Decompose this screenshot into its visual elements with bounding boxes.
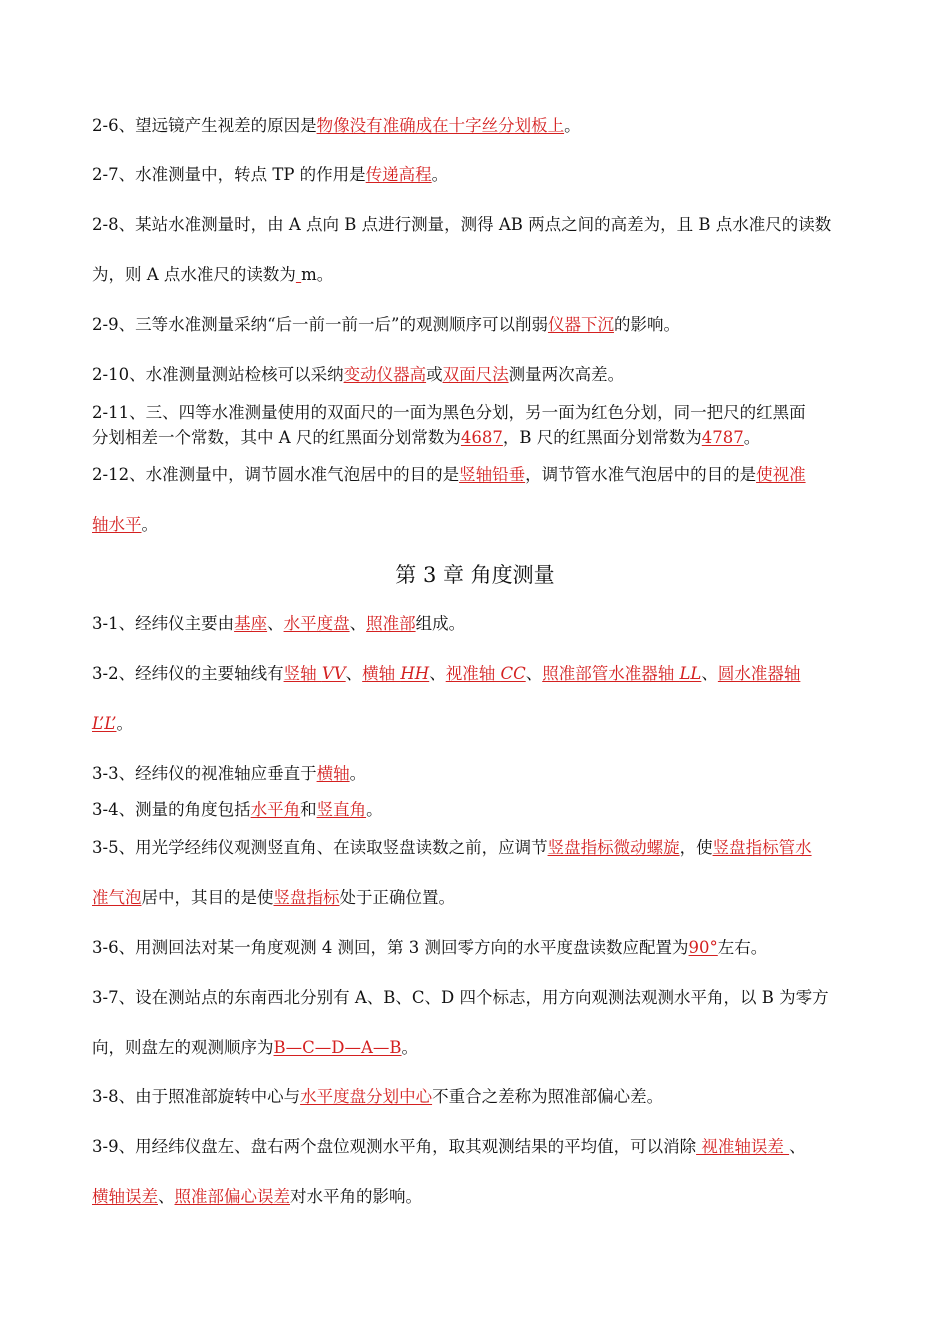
question-text: 和 <box>300 800 317 819</box>
question-2-12-line-2 <box>92 515 862 535</box>
answer-blank: 物像没有准确成在十字丝分划板上 <box>316 116 565 135</box>
answer-blank: 照准部 <box>366 614 416 633</box>
question-3-6 <box>92 938 862 958</box>
answer-text: 竖轴 <box>283 664 322 683</box>
question-text: 对水平角的影响。 <box>290 1187 422 1206</box>
question-text: 、 <box>429 664 446 683</box>
answer-text: 照准部管水准器轴 <box>542 664 680 683</box>
question-text: m。 <box>301 265 334 284</box>
question-text: 或 <box>426 365 443 384</box>
question-text: 不重合之差称为照准部偏心差。 <box>432 1087 664 1106</box>
question-text: 、 <box>701 664 718 683</box>
question-3-5-line-2 <box>92 888 862 908</box>
answer-blank: 双面尺法 <box>442 365 509 384</box>
question-text: 3-1、经纬仪主要由 <box>92 614 235 633</box>
question-text: 处于正确位置。 <box>339 888 455 907</box>
answer-blank: 仪器下沉 <box>547 315 614 334</box>
question-text: 2-10、水准测量测站检核可以采纳 <box>92 365 344 384</box>
question-text: 。 <box>431 165 449 184</box>
question-text: ，B 尺的红黑面分划常数为 <box>502 428 702 447</box>
question-text: ，调节管水准气泡居中的目的是 <box>525 465 757 484</box>
question-text: 3-6、用测回法对某一角度观测 4 测回，第 3 测回零方向的水平度盘读数应配置为 <box>92 938 689 957</box>
question-3-5-line-1 <box>92 838 862 858</box>
question-2-11-line-2 <box>92 428 862 448</box>
question-text: 、 <box>789 1137 806 1156</box>
question-3-8 <box>92 1087 862 1107</box>
question-text: 3-3、经纬仪的视准轴应垂直于 <box>92 764 317 783</box>
question-3-1 <box>92 614 862 634</box>
answer-blank: 基座 <box>234 614 268 633</box>
question-3-2-line-2 <box>92 714 862 734</box>
question-text: 左右。 <box>717 938 768 957</box>
answer-blank <box>284 664 346 683</box>
answer-blank: 水平角 <box>250 800 301 819</box>
answer-blank: 使视准 <box>756 465 806 484</box>
question-text: 。 <box>743 428 761 447</box>
question-3-7-line-2 <box>92 1038 862 1058</box>
chapter-heading: 第 3 章 角度测量 <box>395 563 555 587</box>
answer-text: 视准轴 <box>445 664 501 683</box>
question-3-9-line-1 <box>92 1137 862 1157</box>
question-2-10 <box>92 365 862 385</box>
answer-blank: 水平度盘分划中心 <box>300 1087 433 1106</box>
answer-axis-symbol: L’L’ <box>92 714 117 733</box>
question-3-4 <box>92 800 862 820</box>
answer-blank: 90° <box>688 938 718 957</box>
answer-blank: 照准部偏心误差 <box>174 1187 290 1206</box>
question-2-9 <box>92 315 862 335</box>
question-3-2-line-1 <box>92 664 862 684</box>
question-text: 。 <box>116 714 133 733</box>
question-text: 。 <box>401 1038 419 1057</box>
question-text: 2-6、望远镜产生视差的原因是 <box>92 116 317 135</box>
question-3-7-line-1: 3-7、设在测站点的东南西北分别有 A、B、C、D 四个标志，用方向观测法观测水平角，以 B 为零方 <box>92 988 829 1007</box>
answer-blank: 横轴 <box>316 764 350 783</box>
question-text: 2-7、水准测量中，转点 TP 的作用是 <box>92 165 366 184</box>
question-text: 3-8、由于照准部旋转中心与 <box>92 1087 301 1106</box>
answer-text: 横轴 <box>362 664 401 683</box>
answer-blank: 竖盘指标微动螺旋 <box>547 838 680 857</box>
question-text: 为，则 A 点水准尺的读数为 <box>92 265 296 284</box>
answer-blank: 轴水平 <box>92 515 142 534</box>
answer-axis-symbol: LL <box>679 664 702 683</box>
question-text: 的影响。 <box>613 315 680 334</box>
answer-blank: 竖盘指标 <box>273 888 340 907</box>
answer-blank <box>446 664 526 683</box>
question-2-6 <box>92 116 862 136</box>
question-text: 。 <box>366 800 383 819</box>
answer-blank: 准气泡 <box>92 888 142 907</box>
answer-blank: B—C—D—A—B <box>273 1038 402 1057</box>
question-text: 、 <box>525 664 543 683</box>
answer-blank: 变动仪器高 <box>343 365 427 384</box>
question-text: 、 <box>345 664 363 683</box>
question-text: 。 <box>564 116 581 135</box>
question-text: 测量两次高差。 <box>508 365 625 384</box>
question-2-8-line-1: 2-8、某站水准测量时，由 A 点向 B 点进行测量，测得 AB 两点之间的高差为，且 B 点水准尺的读数 <box>92 215 832 234</box>
question-text: 、 <box>267 614 284 633</box>
answer-axis-symbol: VV <box>321 664 346 683</box>
answer-axis-symbol: HH <box>400 664 430 683</box>
question-2-11-line-1: 2-11、三、四等水准测量使用的双面尺的一面为黑色分划，另一面为红色分划，同一把尺的红黑面 <box>92 403 806 422</box>
question-text: 3-4、测量的角度包括 <box>92 800 251 819</box>
answer-blank: 竖轴铅垂 <box>459 465 526 484</box>
question-text: 、 <box>158 1187 175 1206</box>
answer-blank: 传递高程 <box>365 165 432 184</box>
question-text: 、 <box>349 614 367 633</box>
answer-blank: 竖盘指标管水 <box>712 838 812 857</box>
question-text: 向，则盘左的观测顺序为 <box>92 1038 274 1057</box>
question-2-8-line-2 <box>92 265 862 285</box>
answer-blank: 4787 <box>701 428 744 447</box>
question-2-7 <box>92 165 862 185</box>
answer-blank: 圆水准器轴 <box>717 664 801 683</box>
question-text: 居中，其目的是使 <box>141 888 274 907</box>
question-text: 分划相差一个常数，其中 A 尺的红黑面分划常数为 <box>92 428 461 447</box>
answer-axis-symbol: CC <box>500 664 526 683</box>
question-text: 2-12、水准测量中，调节圆水准气泡居中的目的是 <box>92 465 460 484</box>
question-text: 3-9、用经纬仪盘左、盘右两个盘位观测水平角，取其观测结果的平均值，可以消除 <box>92 1137 697 1156</box>
question-text: 2-9、三等水准测量采纳“后一前一前一后”的观测顺序可以削弱 <box>92 315 548 334</box>
question-text: 3-2、经纬仪的主要轴线有 <box>92 664 284 683</box>
answer-blank <box>362 664 429 683</box>
question-2-12-line-1 <box>92 465 862 485</box>
answer-blank: 4687 <box>460 428 503 447</box>
question-text: 。 <box>349 764 367 783</box>
question-text: 3-5、用光学经纬仪观测竖直角、在读取竖盘读数之前，应调节 <box>92 838 548 857</box>
answer-blank: 视准轴误差 <box>696 1137 790 1156</box>
question-3-3 <box>92 764 862 784</box>
answer-blank: 水平度盘 <box>283 614 350 633</box>
question-text: 组成。 <box>415 614 466 633</box>
question-3-9-line-2 <box>92 1187 862 1207</box>
question-text: 。 <box>141 515 158 534</box>
answer-blank: 横轴误差 <box>92 1187 158 1206</box>
question-text: ，使 <box>679 838 713 857</box>
answer-blank <box>542 664 701 683</box>
answer-blank: 竖直角 <box>316 800 367 819</box>
